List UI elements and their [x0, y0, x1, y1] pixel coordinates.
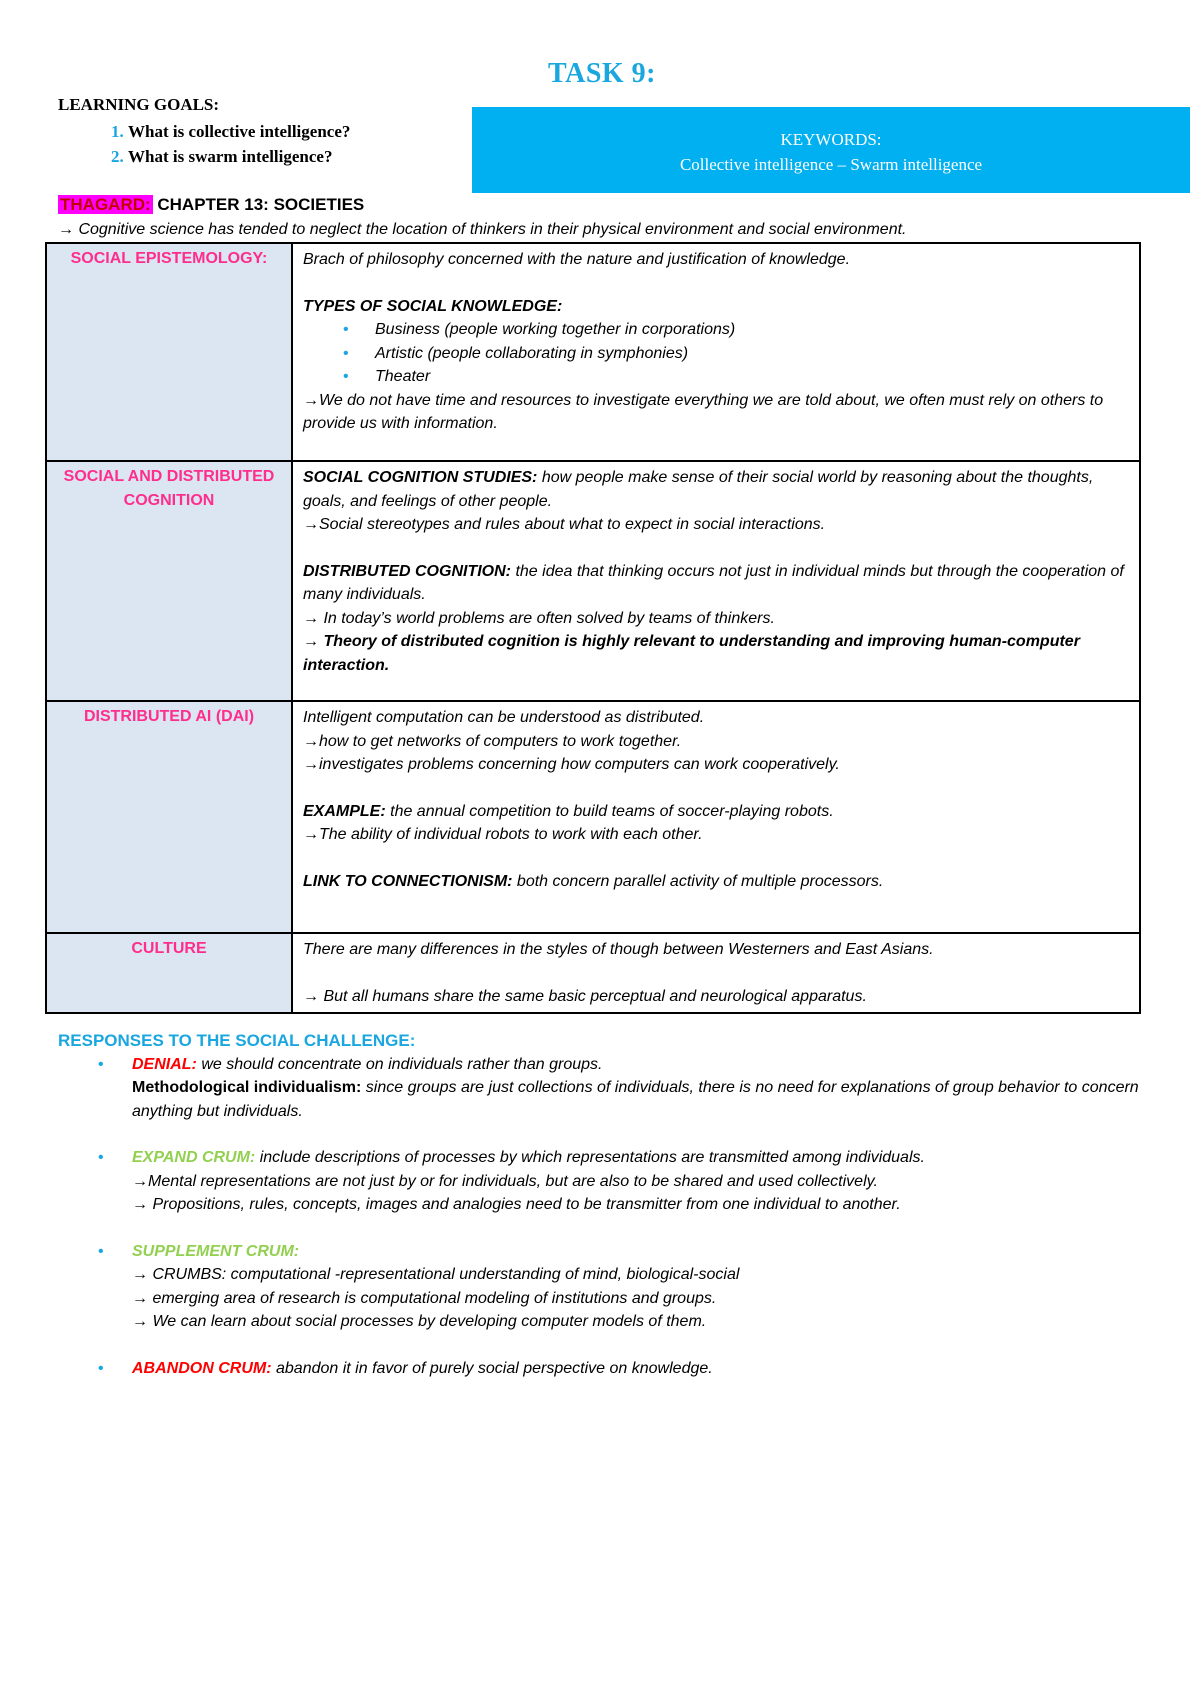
list-item: • Artistic (people collaborating in symphonies) — [343, 342, 1129, 366]
goal-item: 2. What is swarm intelligence? — [128, 144, 350, 169]
list-item: • Theater — [343, 365, 1129, 389]
types-heading: TYPES OF SOCIAL KNOWLEDGE: — [303, 297, 563, 315]
concept-table — [45, 242, 1141, 1014]
body-line: There are many differences in the styles of though between Westerners and East Asians. — [303, 941, 934, 958]
body-line: →investigates problems concerning how computers can work cooperatively. — [303, 756, 840, 773]
chapter-heading — [58, 195, 364, 215]
row-label: DISTRIBUTED AI (DAI) — [46, 701, 292, 933]
row-body — [292, 461, 1140, 701]
list-item: • ABANDON CRUM: abandon it in favor of purely social perspective on knowledge. — [58, 1357, 1148, 1381]
body-line: Intelligent computation can be understood as distributed. — [303, 709, 705, 726]
list-item: • SUPPLEMENT CRUM: → CRUMBS: computational -representational understanding of mind, biological-social → emerging area of research is computational modeling of institutions and groups. → We can learn about social processes by developing computer models of them. — [58, 1240, 1148, 1334]
chapter-intro: → Cognitive science has tended to neglect the location of thinkers in their physical environment and social environment. — [58, 221, 907, 238]
row-label: SOCIAL EPISTEMOLOGY: — [46, 243, 292, 461]
keywords-box — [472, 107, 1190, 193]
definition-text: Brach of philosophy concerned with the nature and justification of knowledge. — [303, 251, 851, 268]
table-row — [46, 701, 1140, 933]
learning-goals — [58, 95, 350, 169]
responses-section — [58, 1029, 1148, 1403]
note-text: →The ability of individual robots to work with each other. — [303, 826, 703, 843]
body-line: → But all humans share the same basic perceptual and neurological apparatus. — [303, 987, 867, 1005]
row-label: SOCIAL AND DISTRIBUTED COGNITION — [46, 461, 292, 701]
row-label: CULTURE — [46, 933, 292, 1013]
responses-title: RESPONSES TO THE SOCIAL CHALLENGE: — [58, 1031, 416, 1050]
learning-goals-label: LEARNING GOALS: — [58, 95, 220, 114]
note-text: →Social stereotypes and rules about what to expect in social interactions. — [303, 516, 826, 533]
table-row — [46, 243, 1140, 461]
goal-item: 1. What is collective intelligence? — [128, 119, 350, 144]
body-line: →how to get networks of computers to work together. — [303, 732, 682, 750]
table-row — [46, 933, 1140, 1013]
keywords-label: KEYWORDS: — [780, 130, 882, 149]
example-text: EXAMPLE: the annual competition to build teams of soccer-playing robots. — [303, 802, 834, 820]
list-item: • EXPAND CRUM: include descriptions of processes by which representations are transmitted among individuals. →Mental representations are not just by or for individuals, but are also to be shared and used collectively. → Propositions, rules, concepts, images and analogies need to be transmitter from one individual to another. — [58, 1146, 1148, 1217]
table-row — [46, 461, 1140, 701]
row-body — [292, 243, 1140, 461]
note-text: → In today’s world problems are often solved by teams of thinkers. — [303, 609, 775, 627]
types-list — [303, 318, 1129, 389]
note-text: → Theory of distributed cognition is highly relevant to understanding and improving human-computer interaction. — [303, 633, 1080, 674]
social-cognition-text: SOCIAL COGNITION STUDIES: how people make sense of their social world by reasoning about the thoughts, goals, and feelings of other people. — [303, 469, 1094, 510]
author-highlight: THAGARD: — [60, 195, 151, 214]
task-title: TASK 9: — [548, 58, 656, 89]
chapter-title: CHAPTER 13: SOCIETIES — [152, 195, 365, 214]
link-text: LINK TO CONNECTIONISM: both concern parallel activity of multiple processors. — [303, 872, 884, 890]
row-body — [292, 933, 1140, 1013]
distributed-cognition-text: DISTRIBUTED COGNITION: the idea that thinking occurs not just in individual minds but through the cooperation of many individuals. — [303, 562, 1124, 603]
row-body — [292, 701, 1140, 933]
keywords-text: Collective intelligence – Swarm intelligence — [679, 155, 983, 174]
list-item: • DENIAL: we should concentrate on individuals rather than groups. Methodological individualism: since groups are just collections of individuals, there is no need for explanations of group behavior to concern anything but individuals. — [58, 1053, 1148, 1124]
list-item: • Business (people working together in corporations) — [343, 318, 1129, 342]
note-text: →We do not have time and resources to investigate everything we are told about, we often must rely on others to provide us with information. — [303, 391, 1104, 432]
